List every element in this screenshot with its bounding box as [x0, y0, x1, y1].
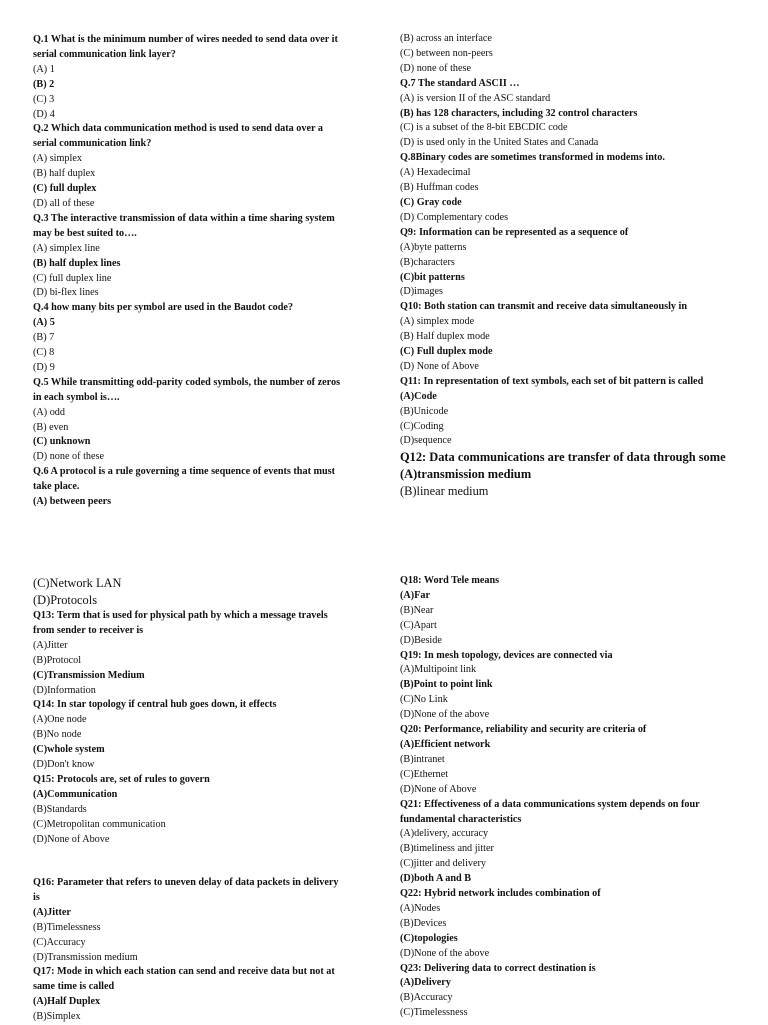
question-text: Q20: Performance, reliability and security are criteria of	[400, 724, 647, 736]
question-text: Q9: Information can be represented as a sequence of	[400, 226, 629, 238]
answer-option: (B)Standards	[33, 803, 87, 815]
question-text: from sender to receiver is	[33, 624, 144, 636]
answer-option: (B)No node	[33, 729, 82, 741]
answer-option: (B)Unicode	[400, 405, 449, 417]
page1-left-column	[33, 33, 378, 510]
answer-option: (C)Apart	[400, 619, 437, 631]
answer-option: (A) 1	[33, 63, 55, 75]
question-text: Q17: Mode in which each station can send and receive data but not at	[33, 966, 335, 978]
answer-option: (C)whole system	[33, 744, 105, 756]
answer-option: (D) is used only in the United States and Canada	[400, 137, 599, 149]
question-text: Q15: Protocols are, set of rules to govern	[33, 773, 210, 785]
answer-option: (A) is version II of the ASC standard	[400, 92, 551, 104]
question-text: Q22: Hybrid network includes combination of	[400, 888, 601, 900]
answer-option: (B) Huffman codes	[400, 182, 479, 194]
question-text: Q13: Term that is used for physical path by which a message travels	[33, 610, 328, 621]
page2-right-column	[400, 574, 745, 1021]
answer-option: (A)Delivery	[400, 977, 451, 989]
answer-option: (B)Protocol	[33, 654, 82, 666]
answer-option: (D) Complementary codes	[400, 211, 509, 223]
answer-option: (B)Devices	[400, 917, 447, 929]
answer-option: (B) Half duplex mode	[400, 331, 490, 343]
answer-option: (A)One node	[33, 714, 87, 726]
answer-option: (A)byte patterns	[400, 241, 467, 253]
answer-option: (A)transmission medium	[400, 467, 532, 482]
answer-option: (A)Nodes	[400, 902, 441, 914]
question-text: may be best suited to….	[33, 227, 137, 239]
answer-option: (D)None of Above	[400, 783, 477, 795]
answer-option: (A) between peers	[33, 496, 112, 508]
question-text: in each symbol is….	[33, 391, 120, 403]
answer-option: (A) simplex	[33, 153, 82, 165]
question-text: Q.6 A protocol is a rule governing a time sequence of events that must	[33, 466, 336, 478]
answer-option: (A)Efficient network	[400, 738, 491, 750]
answer-option: (C) full duplex	[33, 183, 97, 195]
answer-option: (D) 4	[33, 108, 55, 120]
answer-option: (C) is a subset of the 8-bit EBCDIC code	[400, 122, 568, 134]
answer-option: (B)intranet	[400, 753, 445, 765]
question-text: Q23: Delivering data to correct destination is	[400, 962, 596, 974]
answer-option: (C)topologies	[400, 932, 458, 944]
answer-option: (A) Hexadecimal	[400, 167, 471, 179]
answer-option: (C) between non-peers	[400, 47, 493, 59]
answer-option: (B)characters	[400, 256, 455, 268]
answer-option: (A) simplex mode	[400, 316, 475, 328]
answer-option: (D) none of these	[400, 62, 472, 74]
question-text: Q.1 What is the minimum number of wires needed to send data over it	[33, 34, 338, 45]
answer-option: (D)Don't know	[33, 759, 95, 771]
answer-option: (A)Communication	[33, 788, 118, 800]
answer-option: (C)Transmission Medium	[33, 669, 145, 681]
question-text: Q14: In star topology if central hub goes down, it effects	[33, 699, 277, 711]
answer-option: (A) odd	[33, 406, 65, 418]
answer-option: (D) all of these	[33, 197, 95, 209]
answer-option: (C)Timelessness	[400, 1007, 468, 1019]
answer-option: (C) unknown	[33, 436, 91, 448]
answer-option: (B) half duplex	[33, 168, 96, 180]
question-text: is	[33, 891, 40, 903]
answer-option: (D)Beside	[400, 634, 442, 646]
answer-option: (A)Half Duplex	[33, 996, 101, 1008]
answer-option: (D)Information	[33, 684, 96, 696]
answer-option: (A)Jitter	[33, 639, 68, 651]
question-text: Q18: Word Tele means	[400, 575, 500, 586]
question-text: Q.2 Which data communication method is used to send data over a	[33, 123, 323, 135]
answer-option: (C) 8	[33, 347, 55, 359]
answer-option: (B)Near	[400, 604, 434, 616]
answer-option: (A)delivery, accuracy	[400, 828, 489, 840]
question-text: Q.7 The standard ASCII …	[400, 77, 520, 89]
question-text: take place.	[33, 481, 80, 493]
answer-option: (D)sequence	[400, 435, 452, 447]
answer-option: (C)Coding	[400, 420, 444, 432]
answer-option: (D)both A and B	[400, 873, 472, 885]
answer-option: (B) across an interface	[400, 33, 492, 44]
answer-option: (C) full duplex line	[33, 272, 112, 284]
answer-option: (A)Multipoint link	[400, 664, 477, 676]
question-text: Q.3 The interactive transmission of data within a time sharing system	[33, 212, 335, 224]
answer-option: (C) 3	[33, 93, 55, 105]
question-text: Q16: Parameter that refers to uneven delay of data packets in delivery	[33, 877, 339, 888]
answer-option: (D) bi-flex lines	[33, 287, 99, 299]
answer-option: (D)None of Above	[33, 833, 110, 845]
answer-option: (B)Accuracy	[400, 992, 453, 1004]
answer-option: (C)Ethernet	[400, 768, 449, 780]
answer-option: (D) none of these	[33, 451, 105, 463]
question-text: Q11: In representation of text symbols, each set of bit pattern is called	[400, 375, 704, 387]
answer-option: (C) Gray code	[400, 196, 462, 208]
page2-left-column-top	[33, 575, 378, 848]
answer-option: (B)Timelessness	[33, 921, 101, 933]
answer-option: (C)No Link	[400, 694, 448, 706]
page1-right-column	[400, 32, 745, 500]
answer-option: (C)Network LAN	[33, 576, 122, 590]
answer-option: (B)Point to point link	[400, 679, 493, 691]
answer-option: (C)Metropolitan communication	[33, 818, 166, 830]
question-text: Q12: Data communications are transfer of data through some	[400, 450, 726, 465]
answer-option: (A)Far	[400, 589, 430, 601]
answer-option: (B) even	[33, 421, 69, 433]
question-text: serial communication link?	[33, 138, 152, 150]
answer-option: (B)linear medium	[400, 484, 489, 499]
answer-option: (A) simplex line	[33, 242, 100, 254]
answer-option: (D)None of the above	[400, 709, 490, 721]
question-text: serial communication link layer?	[33, 48, 176, 60]
answer-option: (B) has 128 characters, including 32 control characters	[400, 107, 638, 119]
answer-option: (B)Simplex	[33, 1011, 81, 1023]
question-text: Q.5 While transmitting odd-parity coded symbols, the number of zeros	[33, 376, 341, 388]
question-text: same time is called	[33, 981, 115, 993]
question-text: Q21: Effectiveness of a data communications system depends on four	[400, 798, 700, 810]
answer-option: (D) 9	[33, 361, 55, 373]
answer-option: (A) 5	[33, 317, 55, 329]
question-text: Q10: Both station can transmit and receive data simultaneously in	[400, 301, 688, 313]
answer-option: (B) 2	[33, 78, 55, 90]
answer-option: (D) None of Above	[400, 360, 479, 372]
question-text: Q.8Binary codes are sometimes transformed in modems into.	[400, 152, 665, 164]
answer-option: (D)Transmission medium	[33, 951, 138, 963]
answer-option: (D)images	[400, 286, 443, 298]
question-text: fundamental characteristics	[400, 813, 522, 825]
answer-option: (C)Accuracy	[33, 936, 86, 948]
answer-option: (C)jitter and delivery	[400, 858, 486, 870]
answer-option: (B) 7	[33, 332, 55, 344]
answer-option: (B) half duplex lines	[33, 257, 121, 269]
answer-option: (D)None of the above	[400, 947, 490, 959]
answer-option: (D)Protocols	[33, 593, 98, 607]
answer-option: (A)Code	[400, 390, 437, 402]
question-text: Q.4 how many bits per symbol are used in the Baudot code?	[33, 302, 293, 314]
answer-option: (C) Full duplex mode	[400, 346, 493, 358]
page2-left-column-bottom	[33, 876, 378, 1025]
answer-option: (B)timeliness and jitter	[400, 843, 494, 855]
question-text: Q19: In mesh topology, devices are connected via	[400, 649, 613, 661]
answer-option: (A)Jitter	[33, 906, 71, 918]
answer-option: (C)bit patterns	[400, 271, 465, 283]
